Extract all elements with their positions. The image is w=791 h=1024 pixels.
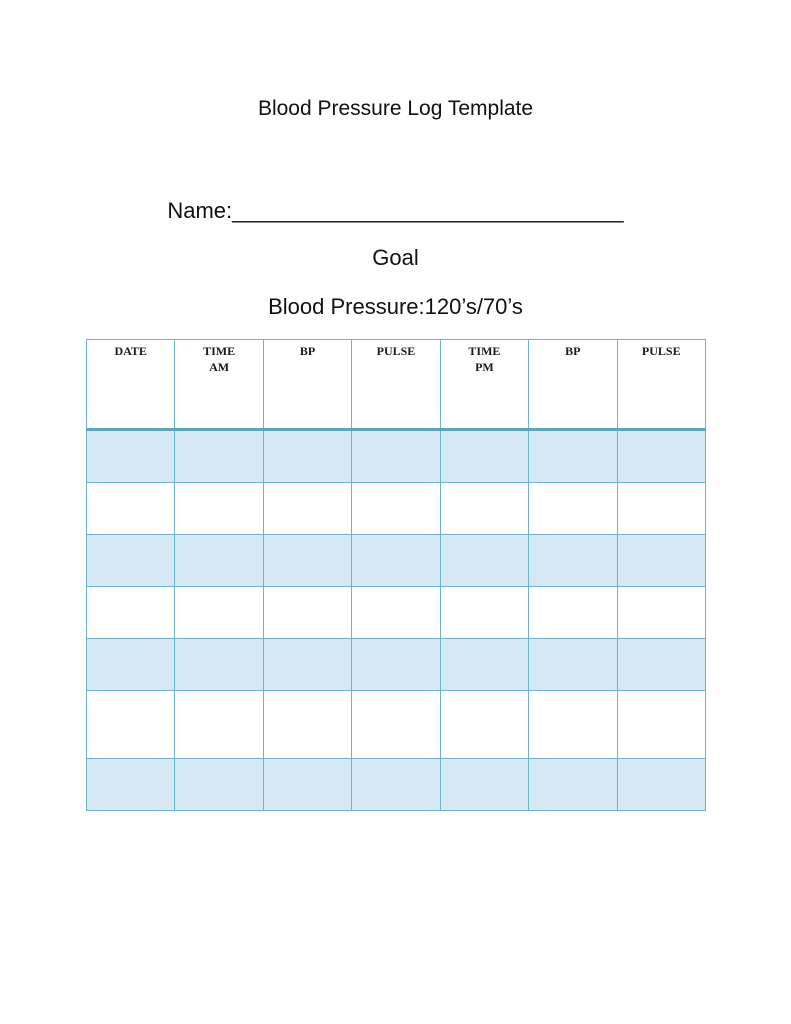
table-cell[interactable] <box>617 639 705 691</box>
table-cell[interactable] <box>440 483 528 535</box>
document-title: Blood Pressure Log Template <box>257 97 534 120</box>
table-cell[interactable] <box>352 430 440 483</box>
table-row <box>87 691 706 759</box>
table-cell[interactable] <box>529 535 617 587</box>
table-cell[interactable] <box>529 430 617 483</box>
table-cell[interactable] <box>263 483 351 535</box>
table-row <box>87 587 706 639</box>
table-cell[interactable] <box>529 759 617 811</box>
table-cell[interactable] <box>529 587 617 639</box>
table-cell[interactable] <box>617 483 705 535</box>
table-cell[interactable] <box>440 639 528 691</box>
table-cell[interactable] <box>440 587 528 639</box>
table-row <box>87 483 706 535</box>
table-cell[interactable] <box>263 691 351 759</box>
column-header-time-pm: TIME PM <box>440 340 528 430</box>
table-cell[interactable] <box>175 759 263 811</box>
table-cell[interactable] <box>87 639 175 691</box>
table-row <box>87 759 706 811</box>
table-cell[interactable] <box>263 759 351 811</box>
table-cell[interactable] <box>87 483 175 535</box>
column-header-pulse-am: PULSE <box>352 340 440 430</box>
blood-pressure-log-table <box>86 339 706 811</box>
table-cell[interactable] <box>352 587 440 639</box>
table-header-row <box>87 340 706 430</box>
column-header-pulse-pm: PULSE <box>617 340 705 430</box>
table-cell[interactable] <box>87 430 175 483</box>
table-cell[interactable] <box>440 430 528 483</box>
table-cell[interactable] <box>617 430 705 483</box>
table-cell[interactable] <box>263 639 351 691</box>
table-cell[interactable] <box>440 691 528 759</box>
table-cell[interactable] <box>617 587 705 639</box>
table-cell[interactable] <box>175 691 263 759</box>
column-header-date: DATE <box>87 340 175 430</box>
goal-label: Goal <box>372 245 419 270</box>
column-header-bp-am: BP <box>263 340 351 430</box>
table-cell[interactable] <box>263 535 351 587</box>
table-cell[interactable] <box>617 535 705 587</box>
table-cell[interactable] <box>617 691 705 759</box>
table-cell[interactable] <box>352 759 440 811</box>
table-cell[interactable] <box>263 587 351 639</box>
table-row <box>87 535 706 587</box>
table-cell[interactable] <box>175 639 263 691</box>
table-row <box>87 430 706 483</box>
table-cell[interactable] <box>263 430 351 483</box>
table-cell[interactable] <box>87 759 175 811</box>
table-row <box>87 639 706 691</box>
table-cell[interactable] <box>87 691 175 759</box>
table-cell[interactable] <box>440 759 528 811</box>
table-cell[interactable] <box>440 535 528 587</box>
column-header-time-am: TIME AM <box>175 340 263 430</box>
table-cell[interactable] <box>529 691 617 759</box>
column-header-bp-pm: BP <box>529 340 617 430</box>
table-cell[interactable] <box>175 430 263 483</box>
blood-pressure-goal: Blood Pressure:120’s/70’s <box>268 294 523 319</box>
table-cell[interactable] <box>87 587 175 639</box>
name-field-line: Name:________________________________ <box>167 198 624 223</box>
table-cell[interactable] <box>617 759 705 811</box>
table-cell[interactable] <box>87 535 175 587</box>
table-cell[interactable] <box>352 535 440 587</box>
table-cell[interactable] <box>352 483 440 535</box>
table-body <box>87 430 706 811</box>
table-cell[interactable] <box>352 691 440 759</box>
table-cell[interactable] <box>175 587 263 639</box>
table-cell[interactable] <box>352 639 440 691</box>
table-cell[interactable] <box>529 639 617 691</box>
table-cell[interactable] <box>529 483 617 535</box>
table-cell[interactable] <box>175 535 263 587</box>
table-cell[interactable] <box>175 483 263 535</box>
